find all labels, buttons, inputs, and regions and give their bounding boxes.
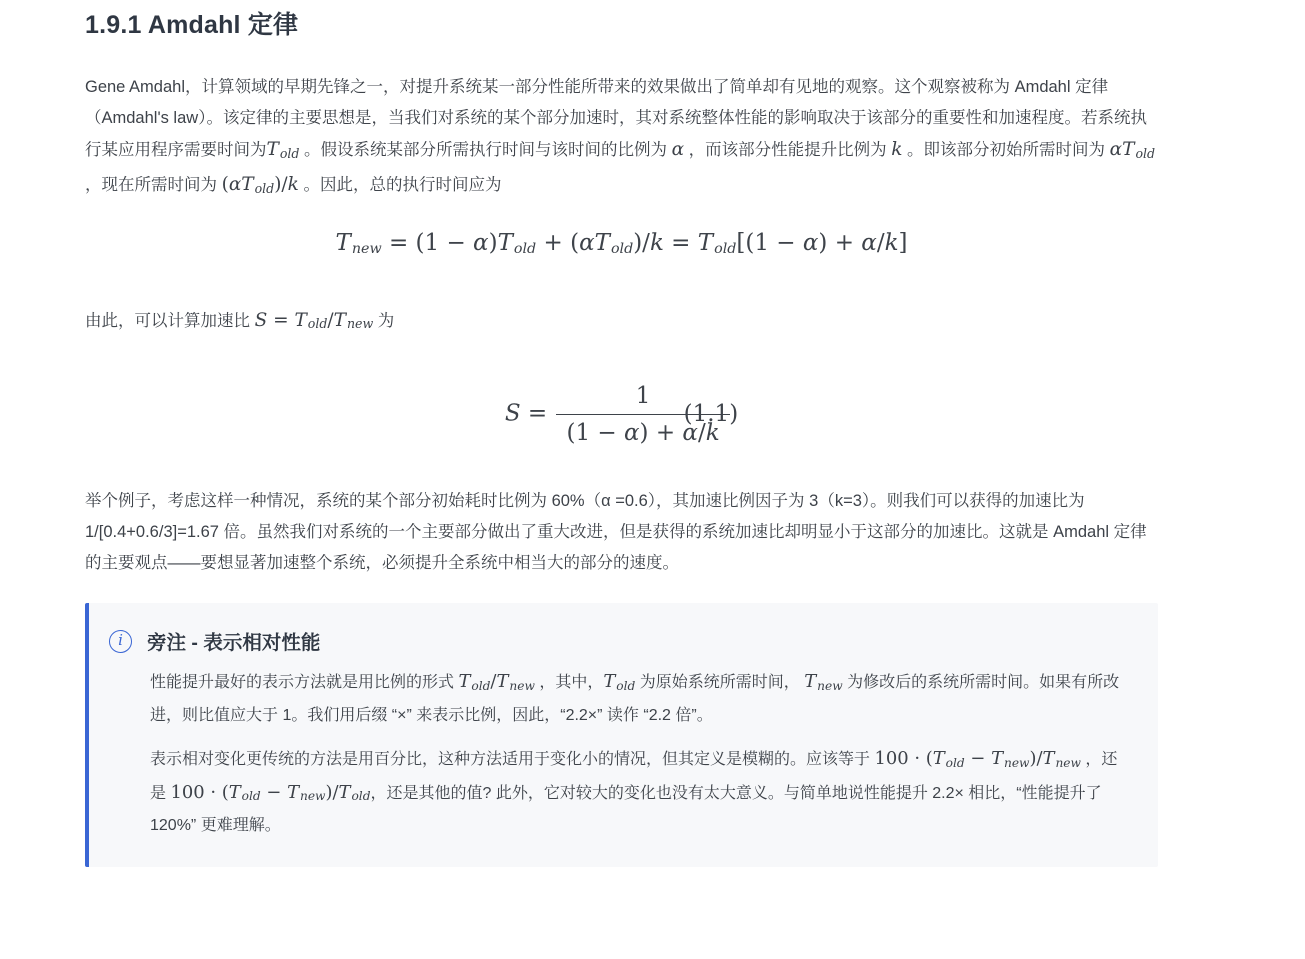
equation-speedup-1-1: S = $\frac{1}{(1 - \alpha) + \alpha/k}$ (1.1) [504, 383, 739, 447]
callout-body [150, 667, 1128, 841]
paragraph-intro: Gene Amdahl，计算领域的早期先锋之一，对提升系统某一部分性能所带来的效果做出了简单却有见地的观察。这个观察被称为 Amdahl 定律（Amdahl's law）。该定律的主要思想是，当我们对系统的某个部分加速时，其对系统整体性能的影响取决于该部分的重要性和加速程度。若系统执行某应用程序需要时间为$T_{old}$ 。假设系统某部分所需执行时间与该时间的比例为 α ，而该部分性能提升比例为 k 。即该部分初始所需时间为 $\alpha T_{old}$ ，现在所需时间为 $(\alpha T_{old})/k$ 。因此，总的执行时间应为 [85, 78, 1156, 196]
info-icon: i [109, 630, 132, 653]
paragraph-speedup-intro: 由此，可以计算加速比 $S = T_{old}/T_{new}$ 为 [85, 309, 395, 332]
callout-title: 旁注 - 表示相对性能 [147, 632, 321, 655]
equation-tnew: $T_{new} = (1 - \alpha)T_{old} + (\alpha T_{old})/k = T_{old}[(1 - \alpha) + \alpha/k]$ [335, 229, 908, 257]
aside-callout [85, 603, 1158, 867]
callout-paragraph-2: 表示相对变化更传统的方法是用百分比，这种方法适用于变化小的情况，但其定义是模糊的。应该等于 $100 \cdot (T_{old} - T_{new})/T_{new}$ ，还是 $100 \cdot (T_{old} - T_{new})/T_{old}$，还是其他的值? 此外，它对较大的变化也没有太大意义。与简单地说性能提升 2.2× 相比，“性能提升了 120%” 更难理解。 [150, 748, 1118, 835]
section-heading: 1.9.1 Amdahl 定律 [85, 11, 299, 39]
paragraph-example: 举个例子，考虑这样一种情况，系统的某个部分初始耗时比例为 60%（α =0.6），其加速比例因子为 3（k=3）。则我们可以获得的加速比为 1/[0.4+0.6/3]=1.67 倍。虽然我们对系统的一个主要部分做出了重大改进，但是获得的系统加速比却明显小于这部分的加速比。这就是 Amdahl 定律的主要观点——要想显著加速整个系统，必须提升全系统中相当大的部分的速度。 [85, 492, 1147, 573]
callout-header [109, 627, 1128, 655]
callout-paragraph-1: 性能提升最好的表示方法就是用比例的形式 $T_{old}/T_{new}$ ，其中，$T_{old}$ 为原始系统所需时间， $T_{new}$ 为修改后的系统所需时间。如果有所改进，则比值应大于 1。我们用后缀 “×” 来表示比例，因此，“2.2×” 读作 “2.2 倍”。 [150, 671, 1120, 725]
